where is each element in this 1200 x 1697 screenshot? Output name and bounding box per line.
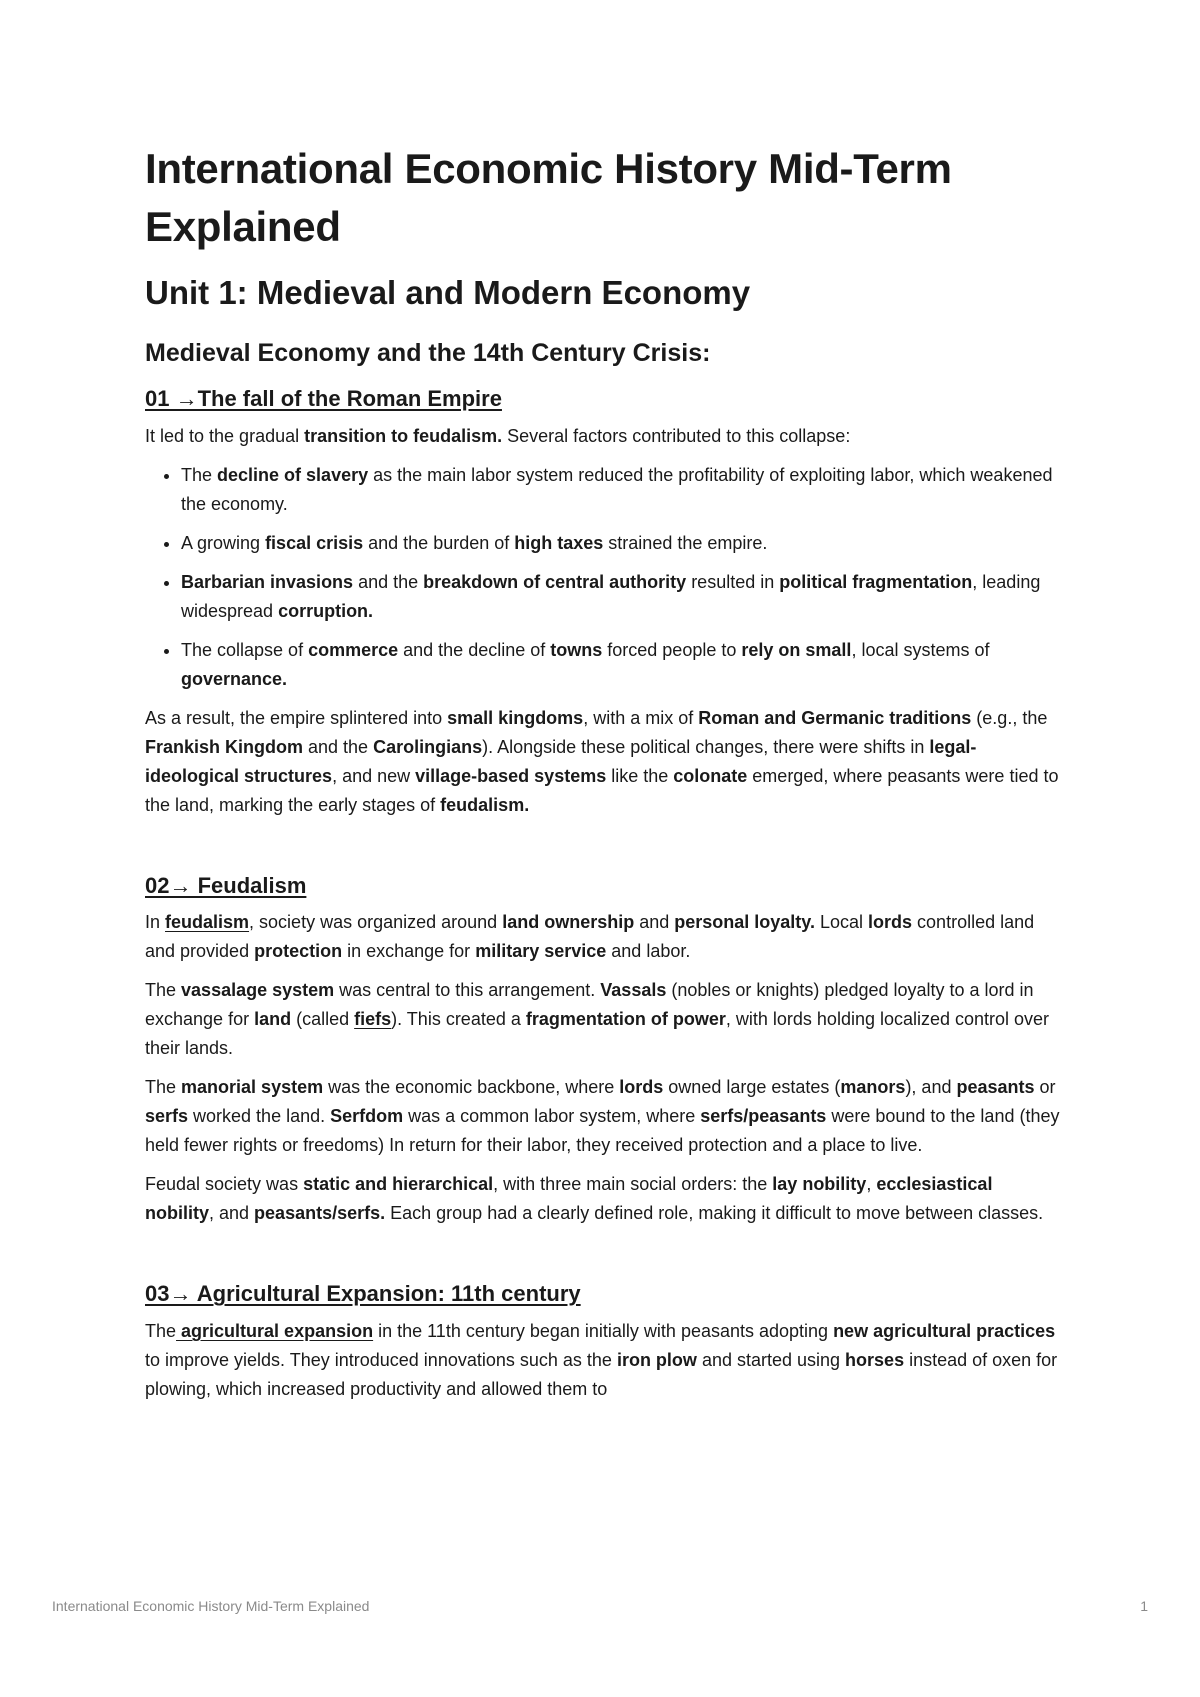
list-item: • A growing fiscal crisis and the burden of high taxes strained the empire.	[181, 529, 1065, 558]
paragraph: Feudal society was static and hierarchical, with three main social orders: the lay nobility, ecclesiastical nobility, and peasants/serfs. Each group had a clearly defined role, making it difficult to move between classes.	[145, 1174, 1044, 1224]
document-body	[145, 140, 1065, 1414]
subsection-heading-feudalism: 02→ Feudalism	[145, 872, 307, 898]
list-item: • Barbarian invasions and the breakdown of central authority resulted in political fragmentation, leading widespread corruption.	[181, 568, 1065, 626]
footer-title: International Economic History Mid-Term Explained	[52, 1598, 370, 1614]
page-footer	[52, 1598, 1148, 1614]
paragraph: In feudalism, society was organized around land ownership and personal loyalty. Local lords controlled land and provided protection in exchange for military service and labor.	[145, 912, 1035, 962]
paragraph: The manorial system was the economic backbone, where lords owned large estates (manors), and peasants or serfs worked the land. Serfdom was a common labor system, where serfs/peasants were bound to the land (they held fewer rights or freedoms) In return for their labor, they received protection and a place to live.	[145, 1077, 1060, 1156]
subsection-heading-roman-empire: 01 →The fall of the Roman Empire	[145, 386, 502, 412]
subsection-heading-agricultural-expansion: 03→ Agricultural Expansion: 11th century	[145, 1281, 581, 1307]
list-item: • The collapse of commerce and the decline of towns forced people to rely on small, local systems of governance.	[181, 636, 1065, 694]
page-number: 1	[1140, 1598, 1148, 1614]
paragraph: The vassalage system was central to this arrangement. Vassals (nobles or knights) pledged loyalty to a lord in exchange for land (called fiefs). This created a fragmentation of power, with lords holding localized control over their lands.	[145, 980, 1050, 1059]
document-title: International Economic History Mid-Term Explained	[145, 145, 952, 250]
paragraph-result: As a result, the empire splintered into small kingdoms, with a mix of Roman and Germanic traditions (e.g., the Frankish Kingdom and the Carolingians). Alongside these political changes, there were shifts in legal-ideological structures, and new village-based systems like the colonate emerged, where peasants were tied to the land, marking the early stages of feudalism.	[145, 707, 1059, 815]
paragraph: The agricultural expansion in the 11th century began initially with peasants adopting new agricultural practices to improve yields. They introduced innovations such as the iron plow and started using horses instead of oxen for plowing, which increased productivity and allowed them to	[145, 1321, 1058, 1400]
section-heading: Medieval Economy and the 14th Century Crisis:	[145, 338, 711, 367]
unit-heading: Unit 1: Medieval and Modern Economy	[145, 273, 751, 311]
paragraph-intro: It led to the gradual transition to feudalism. Several factors contributed to this collapse:	[145, 425, 851, 446]
list-item: • The decline of slavery as the main labor system reduced the profitability of exploiting labor, which weakened the economy.	[181, 461, 1065, 519]
bullet-list	[145, 461, 1065, 694]
